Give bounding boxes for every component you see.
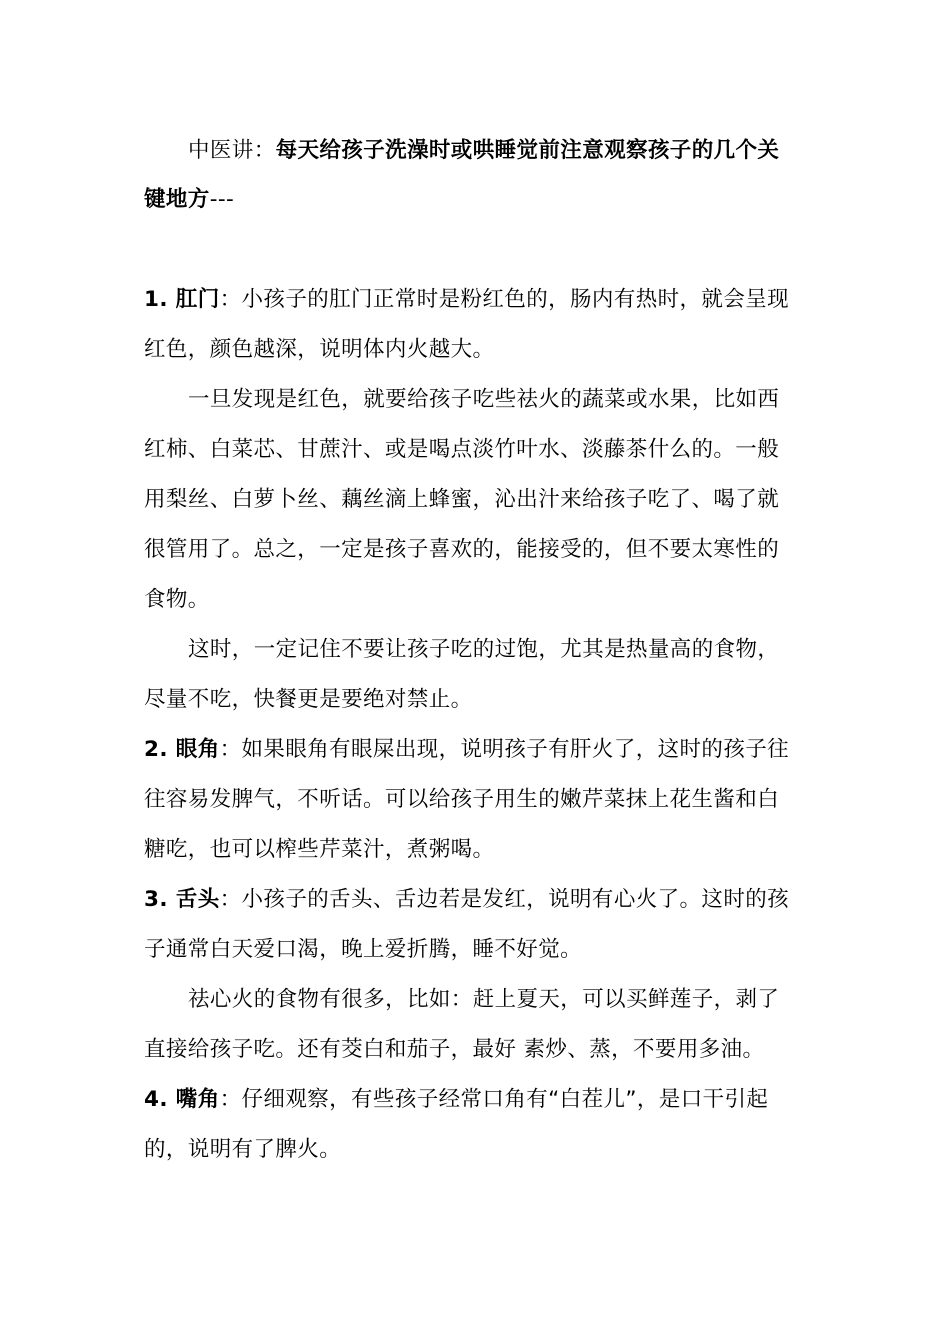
title-line-2 xyxy=(144,185,234,215)
title-line-1 xyxy=(188,136,779,166)
title-bold-line-1: 每天给孩子洗澡时或哄睡觉前注意观察孩子的几个关 xyxy=(275,138,780,163)
section-1-line-1 xyxy=(144,285,789,315)
section-3-heading: 3. 舌头 xyxy=(144,887,220,912)
section-1-heading: 1. 肛门 xyxy=(144,287,220,312)
section-4-heading: 4. 嘴角 xyxy=(144,1087,220,1112)
paragraph-a-line-1: 一旦发现是红色，就要给孩子吃些祛火的蔬菜或水果，比如西 xyxy=(188,387,780,412)
paragraph-b-line-1: 这时，一定记住不要让孩子吃的过饱，尤其是热量高的食物， xyxy=(188,637,780,662)
paragraph-a-line-2: 红柿、白菜芯、甘蔗汁、或是喝点淡竹叶水、淡藤茶什么的。一般 xyxy=(144,437,780,462)
section-3-paragraph-line-1: 祛心火的食物有很多，比如：赶上夏天，可以买鲜莲子，剥了 xyxy=(188,987,780,1012)
section-2-line-3: 糖吃，也可以榨些芹菜汁，煮粥喝。 xyxy=(144,837,495,862)
section-1-line-2: 红色，颜色越深，说明体内火越大。 xyxy=(144,337,495,362)
section-4-line-1 xyxy=(144,1085,768,1115)
section-3-line-1 xyxy=(144,885,789,915)
section-4-line-2: 的，说明有了脾火。 xyxy=(144,1137,342,1162)
section-3-line-2: 子通常白天爱口渴，晚上爱折腾，睡不好觉。 xyxy=(144,937,583,962)
section-2-line-2: 往容易发脾气，不听话。可以给孩子用生的嫩芹菜抹上花生酱和白 xyxy=(144,787,780,812)
section-1-text: ：小孩子的肛门正常时是粉红色的，肠内有热时，就会呈现 xyxy=(219,287,790,312)
section-3-paragraph-line-2: 直接给孩子吃。还有茭白和茄子，最好 素炒、蒸，不要用多油。 xyxy=(144,1037,765,1062)
section-2-text: ：如果眼角有眼屎出现，说明孩子有肝火了，这时的孩子往 xyxy=(219,737,790,762)
section-2-line-1 xyxy=(144,735,789,765)
title-prefix: 中医讲： xyxy=(188,138,276,163)
paragraph-a-line-3: 用梨丝、白萝卜丝、藕丝滴上蜂蜜，沁出汁来给孩子吃了、喝了就 xyxy=(144,487,780,512)
title-bold-line-2: 键地方 xyxy=(144,187,210,212)
section-3-text: ：小孩子的舌头、舌边若是发红，说明有心火了。这时的孩 xyxy=(219,887,790,912)
section-2-heading: 2. 眼角 xyxy=(144,737,220,762)
paragraph-a-line-5: 食物。 xyxy=(144,587,210,612)
paragraph-b-line-2: 尽量不吃，快餐更是要绝对禁止。 xyxy=(144,687,473,712)
paragraph-a-line-4: 很管用了。总之，一定是孩子喜欢的，能接受的，但不要太寒性的 xyxy=(144,537,780,562)
section-4-text: ：仔细观察，有些孩子经常口角有“白茬儿”，是口干引起 xyxy=(219,1087,769,1112)
title-suffix: --- xyxy=(209,187,235,212)
